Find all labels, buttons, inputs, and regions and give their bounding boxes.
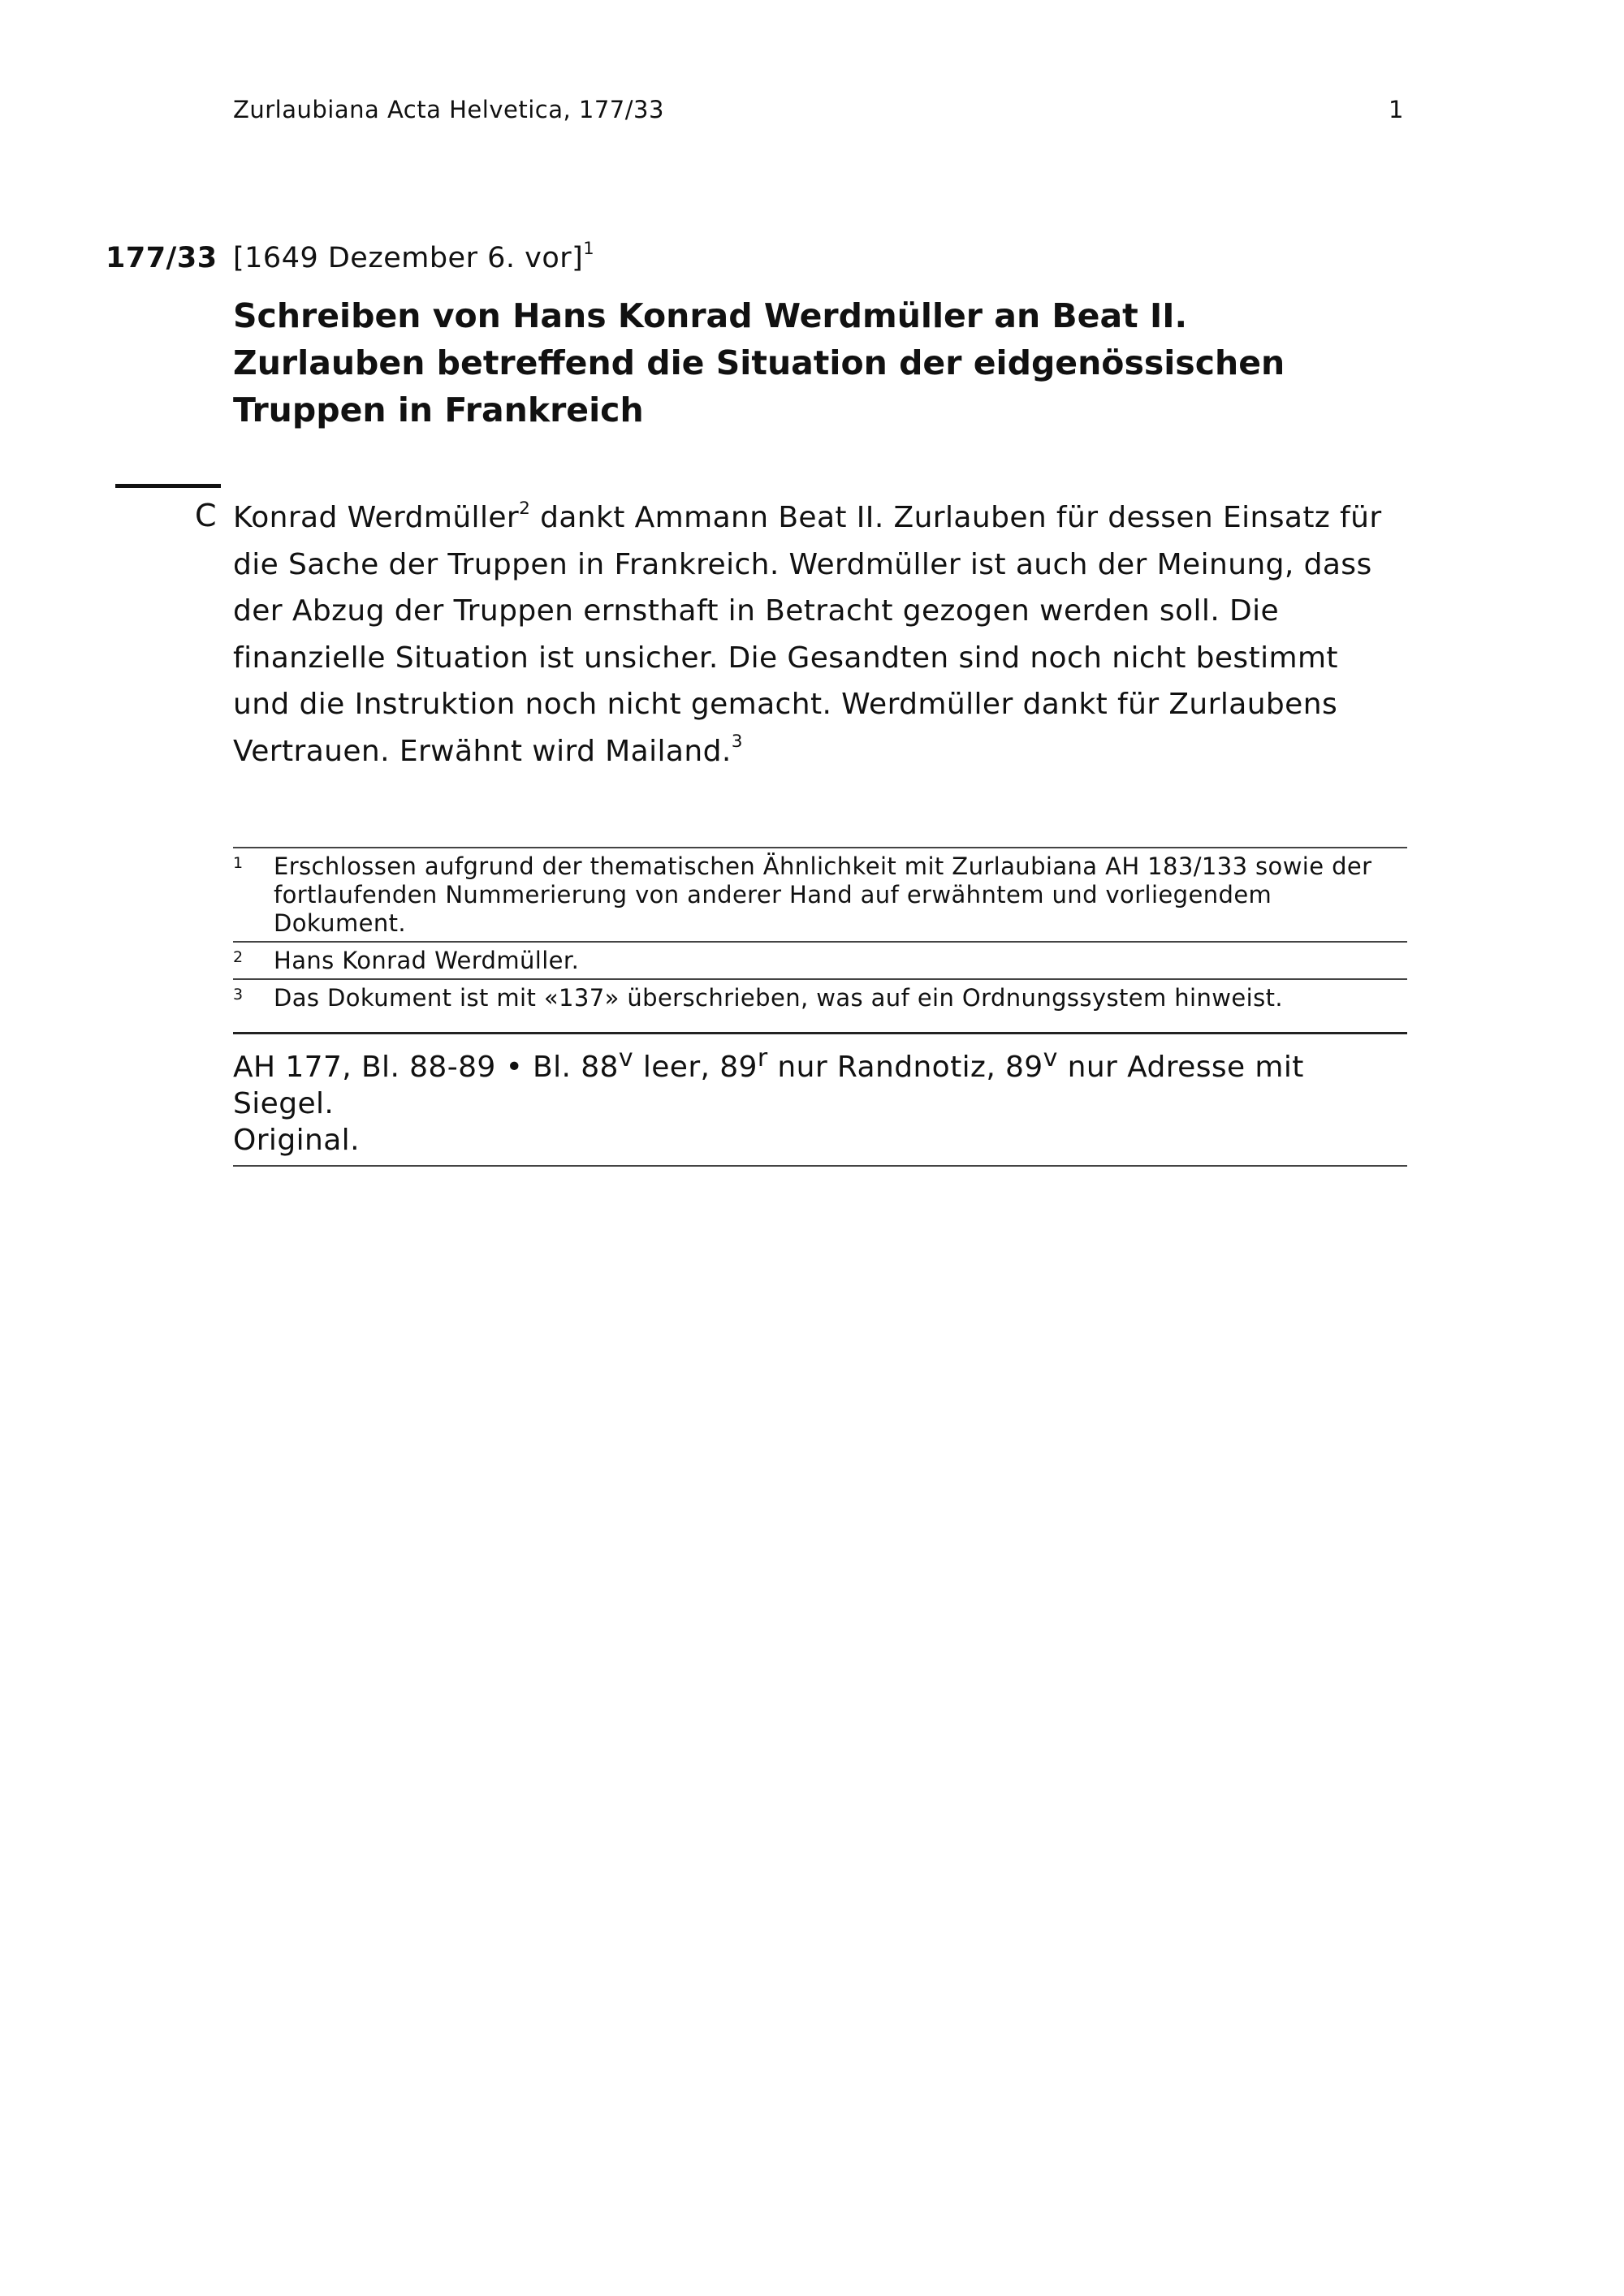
document-title: Schreiben von Hans Konrad Werdmüller an Beat II. Zurlauben betreffend die Situation der eidgenössischen Truppen in Frankreich <box>233 296 1285 429</box>
shelfmark-text: leer, 89 <box>633 1051 758 1084</box>
footnote-number: 2 <box>233 948 244 966</box>
shelfmark-sup: v <box>1043 1044 1058 1072</box>
shelfmark <box>233 1032 1407 1167</box>
shelfmark-text: nur Adresse mit Siegel. <box>233 1051 1304 1120</box>
document-number: 177/33 <box>106 242 218 274</box>
page-number: 1 <box>1389 96 1404 123</box>
footnote-text: Erschlossen aufgrund der thematischen Ähnlichkeit mit Zurlaubiana AH 183/133 sowie der fortlaufenden Nummerierung von anderer Hand auf erwähntem und vorliegendem Dokument. <box>274 852 1372 937</box>
footnote <box>233 978 1407 1016</box>
footnote-ref-1[interactable]: 1 <box>583 239 595 259</box>
section-mark: C <box>195 498 217 533</box>
shelfmark-text: nur Randnotiz, 89 <box>767 1051 1043 1084</box>
summary-text-part-1: Konrad Werdmüller <box>233 501 520 534</box>
section-divider <box>115 484 221 488</box>
summary-text-part-2: dankt Ammann Beat II. Zurlauben für dessen Einsatz für die Sache der Truppen in Frankreich. Werdmüller ist auch der Meinung, dass der Abzug der Truppen ernsthaft in Betracht gezogen werden soll. Die finanzielle Situation ist unsicher. Die Gesandten sind noch nicht bestimmt und die Instruktion noch nicht gemacht. Werdmüller dankt für Zurlaubens Vertrauen. Erwähnt wird Mailand. <box>233 501 1382 768</box>
footnote-ref-3[interactable]: 3 <box>731 732 743 753</box>
shelfmark-sup: r <box>757 1044 768 1072</box>
document-summary <box>233 494 1402 775</box>
footnotes <box>233 847 1407 1016</box>
footnote-number: 1 <box>233 854 244 872</box>
shelfmark-line-2: Original. <box>233 1124 360 1157</box>
footnote <box>233 847 1407 941</box>
shelfmark-line-1 <box>233 1040 1407 1122</box>
footnote-text: Hans Konrad Werdmüller. <box>274 947 580 974</box>
document-date-text: [1649 Dezember 6. vor] <box>233 242 584 274</box>
footnote-ref-2[interactable]: 2 <box>519 498 531 519</box>
shelfmark-sup: v <box>618 1044 634 1072</box>
footnote <box>233 941 1407 978</box>
footnote-number: 3 <box>233 986 244 1003</box>
shelfmark-text: AH 177, Bl. 88-89 • Bl. 88 <box>233 1051 619 1084</box>
document-date <box>233 239 595 274</box>
footnote-text: Das Dokument ist mit «137» überschrieben, was auf ein Ordnungssystem hinweist. <box>274 984 1284 1012</box>
running-head: Zurlaubiana Acta Helvetica, 177/33 <box>233 96 664 123</box>
